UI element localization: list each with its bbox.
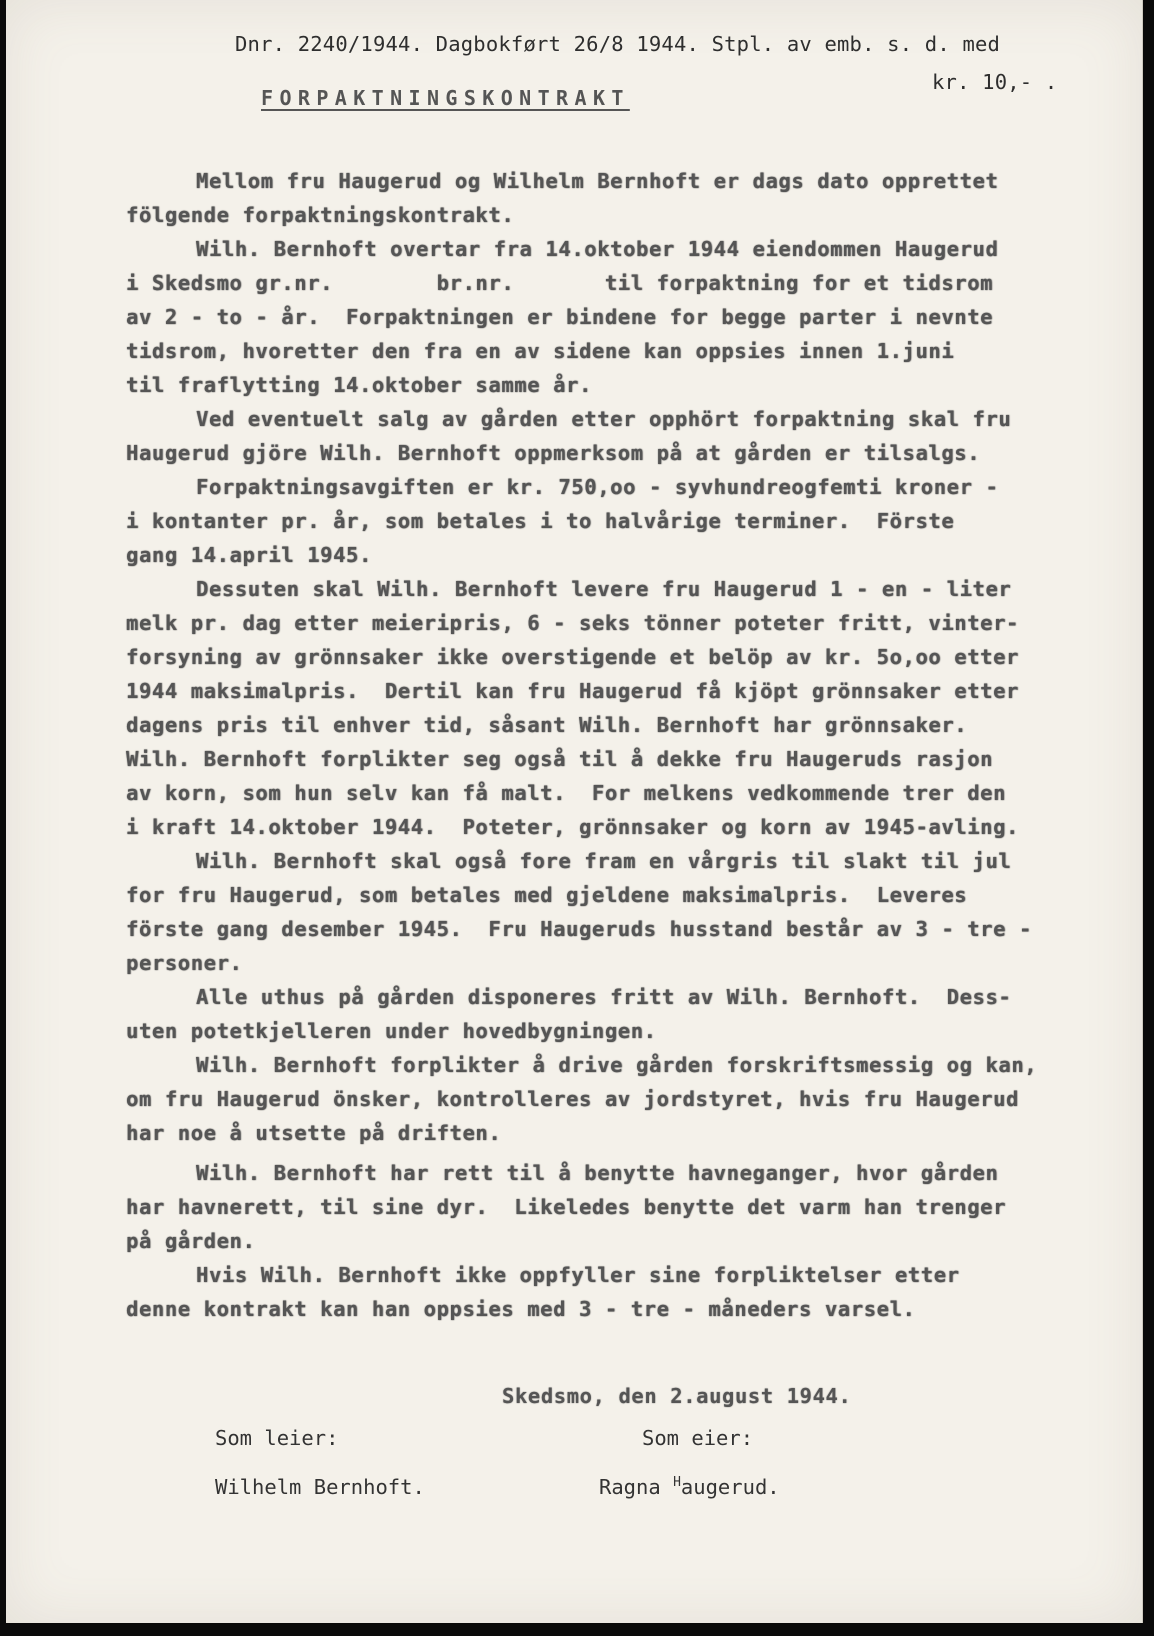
body-line: Wilh. Bernhoft skal også fore fram en vårgris til slakt til jul (196, 849, 1012, 873)
body-line: dagens pris til enhver tid, såsant Wilh. Bernhoft har grönnsaker. (126, 713, 968, 737)
owner-name-first: Ragna (599, 1475, 674, 1499)
body-line: har havnerett, til sine dyr. Likeledes benytte det varm han trenger (126, 1195, 1007, 1219)
body-line: Wilh. Bernhoft overtar fra 14.oktober 1944 eiendommen Haugerud (196, 237, 999, 261)
owner-name (599, 1475, 780, 1499)
body-line: om fru Haugerud önsker, kontrolleres av jordstyret, hvis fru Haugerud (126, 1087, 1020, 1111)
body-line: Hvis Wilh. Bernhoft ikke oppfyller sine forpliktelser etter (196, 1263, 960, 1287)
body-line: av 2 - to - år. Forpaktningen er bindene for begge parter i nevnte (126, 305, 994, 329)
body-line: på gården. (126, 1229, 256, 1253)
body-line: Wilh. Bernhoft har rett til å benytte havneganger, hvor gården (196, 1161, 999, 1185)
lessee-name: Wilhelm Bernhoft. (215, 1475, 425, 1499)
body-line: Haugerud gjöre Wilh. Bernhoft oppmerksom på at gården er tilsalgs. (126, 441, 981, 465)
body-line: gang 14.april 1945. (126, 543, 372, 567)
body-line: förste gang desember 1945. Fru Haugeruds husstand består av 3 - tre - (126, 917, 1032, 941)
owner-label: Som eier: (642, 1426, 754, 1450)
body-line: forsyning av grönnsaker ikke overstigende et belöp av kr. 5o,oo etter (126, 645, 1020, 669)
place-and-date: Skedsmo, den 2.august 1944. (502, 1384, 852, 1408)
body-line: i Skedsmo gr.nr. br.nr. til forpaktning for et tidsrom (126, 271, 994, 295)
body-line: av korn, som hun selv kan få malt. For melkens vedkommende trer den (126, 781, 1007, 805)
body-line: Alle uthus på gården disponeres fritt av Wilh. Bernhoft. Dess- (196, 985, 1012, 1009)
body-line: melk pr. dag etter meieripris, 6 - seks tönner poteter fritt, vinter- (126, 611, 1020, 635)
body-line: Mellom fru Haugerud og Wilhelm Bernhoft er dags dato opprettet (196, 169, 999, 193)
body-line: Wilh. Bernhoft forplikter å drive gården forskriftsmessig og kan, (196, 1053, 1038, 1077)
body-line: har noe å utsette på driften. (126, 1121, 502, 1145)
body-line: til fraflytting 14.oktober samme år. (126, 373, 592, 397)
document-title: FORPAKTNINGSKONTRAKT (261, 86, 630, 110)
body-line: 1944 maksimalpris. Dertil kan fru Haugerud få kjöpt grönnsaker etter (126, 679, 1020, 703)
body-line: for fru Haugerud, som betales med gjeldene maksimalpris. Leveres (126, 883, 968, 907)
lessee-label: Som leier: (215, 1426, 339, 1450)
registration-note-line-2: kr. 10,- . (932, 70, 1058, 94)
registration-note-line-1: Dnr. 2240/1944. Dagbokført 26/8 1944. Stpl. av emb. s. d. med (235, 32, 1001, 56)
body-line: Dessuten skal Wilh. Bernhoft levere fru Haugerud 1 - en - liter (196, 577, 1012, 601)
body-line: Forpaktningsavgiften er kr. 750,oo - syvhundreogfemti kroner - (196, 475, 999, 499)
body-line: tidsrom, hvoretter den fra en av sidene kan oppsies innen 1.juni (126, 339, 955, 363)
body-line: denne kontrakt kan han oppsies med 3 - tre - måneders varsel. (126, 1297, 916, 1321)
document-page (6, 0, 1143, 1623)
body-line: i kontanter pr. år, som betales i to halvårige terminer. Förste (126, 509, 955, 533)
body-line: personer. (126, 951, 243, 975)
owner-name-last: augerud. (680, 1475, 780, 1499)
body-line: Ved eventuelt salg av gården etter opphört forpaktning skal fru (196, 407, 1012, 431)
body-line: fölgende forpaktningskontrakt. (126, 203, 515, 227)
owner-name-corrected-letter: H (673, 1475, 681, 1491)
body-line: uten potetkjelleren under hovedbygningen. (126, 1019, 657, 1043)
body-line: i kraft 14.oktober 1944. Poteter, grönnsaker og korn av 1945-avling. (126, 815, 1020, 839)
body-line: Wilh. Bernhoft forplikter seg også til å dekke fru Haugeruds rasjon (126, 747, 994, 771)
